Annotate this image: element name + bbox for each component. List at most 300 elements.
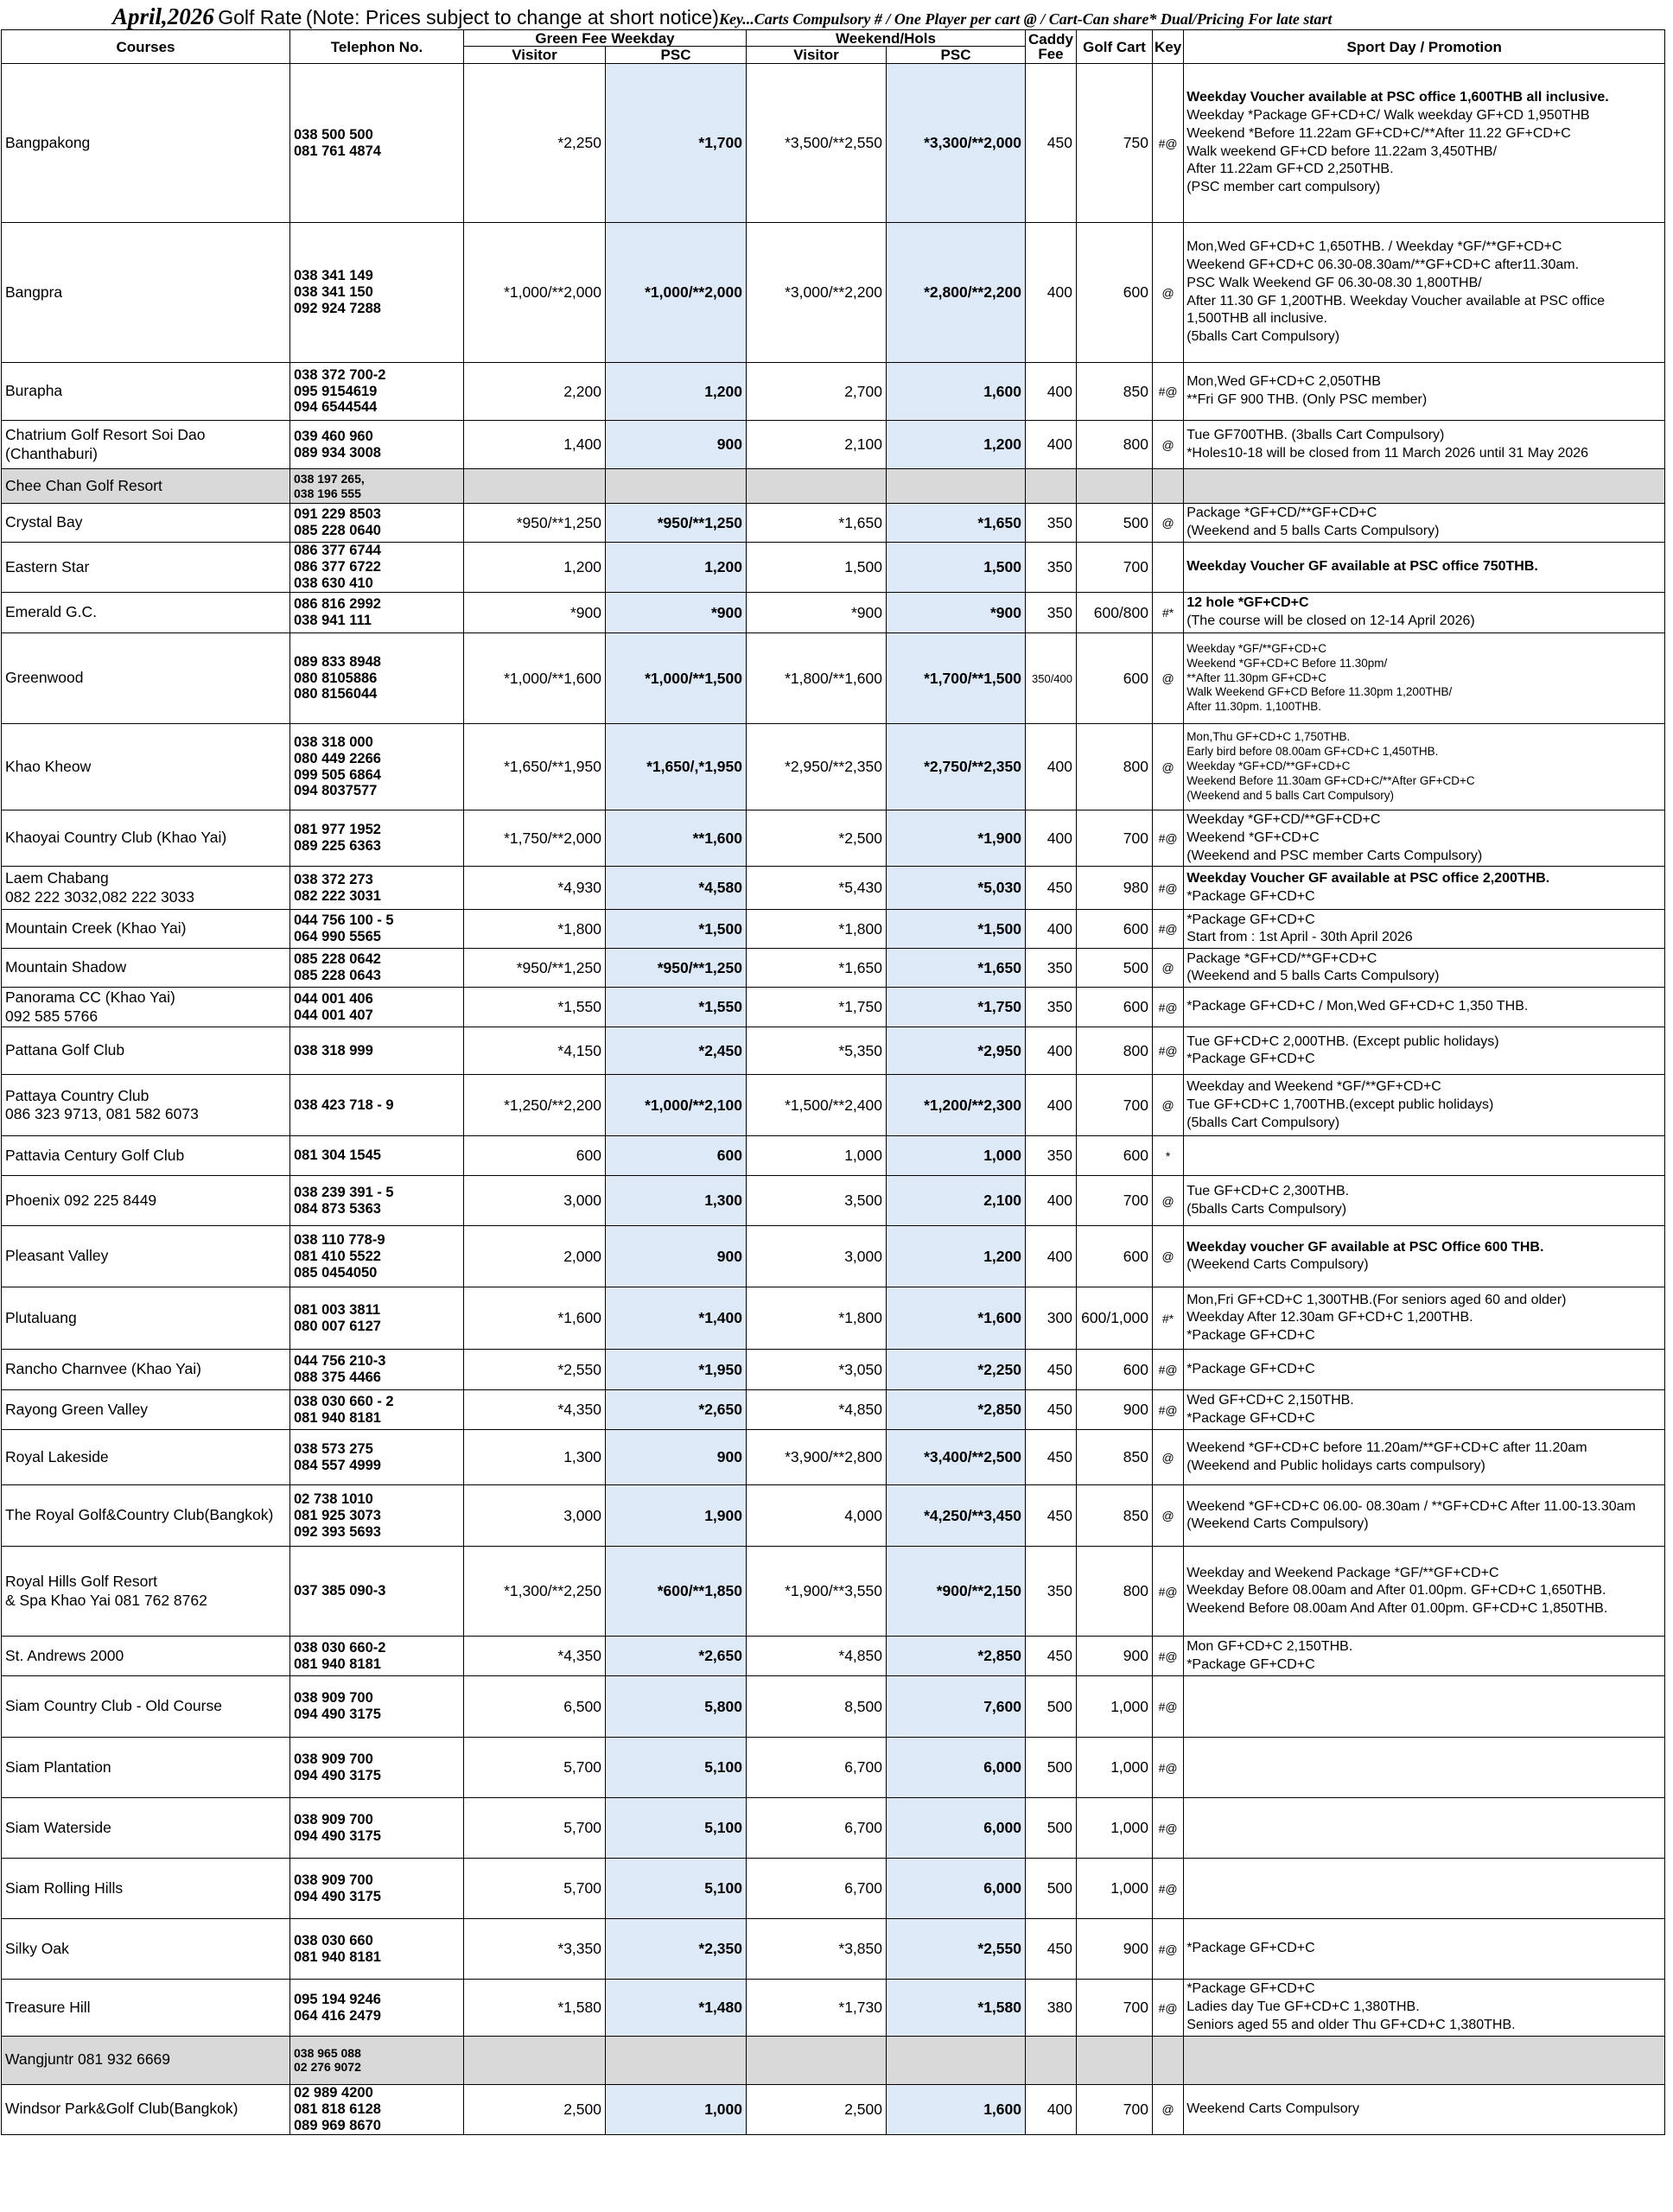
- course-name: Bangpakong: [2, 64, 290, 223]
- golf-cart-fee: 800: [1077, 1027, 1153, 1075]
- promotion-line: Tue GF700THB. (3balls Cart Compulsory): [1186, 427, 1445, 442]
- course-name: Khaoyai Country Club (Khao Yai): [2, 810, 290, 867]
- weekend-visitor-fee: 3,500: [747, 1176, 887, 1226]
- key-code: @: [1153, 1176, 1184, 1226]
- phone-numbers: 038 030 660-2 081 940 8181: [290, 1637, 464, 1676]
- table-row: [2, 421, 1665, 469]
- weekday-psc-fee: 5,100: [606, 1859, 747, 1919]
- promotion-line: Mon,Fri GF+CD+C 1,300THB.(For seniors aged 60 and older): [1186, 1292, 1567, 1307]
- promotion-line: Tue GF+CD+C 2,000THB. (Except public holidays): [1186, 1033, 1499, 1049]
- course-name: Pleasant Valley: [2, 1226, 290, 1287]
- caddy-fee: 400: [1026, 363, 1077, 421]
- promotion-line: (Weekend and 5 balls Carts Compulsory): [1186, 524, 1440, 538]
- promotion-cell: [1184, 223, 1665, 363]
- weekend-visitor-fee: *1,650: [747, 504, 887, 543]
- weekday-psc-fee: 600: [606, 1136, 747, 1176]
- golf-cart-fee: 600: [1077, 223, 1153, 363]
- weekday-psc-fee: *2,650: [606, 1637, 747, 1676]
- weekday-visitor-fee: 600: [464, 1136, 606, 1176]
- weekend-visitor-fee: *4,850: [747, 1637, 887, 1676]
- phone-numbers: 081 977 1952 089 225 6363: [290, 810, 464, 867]
- weekend-visitor-fee: *5,430: [747, 867, 887, 910]
- table-row: [2, 1176, 1665, 1226]
- key-code: #@: [1153, 1738, 1184, 1798]
- weekend-visitor-fee: *1,750: [747, 988, 887, 1027]
- weekday-psc-fee: 1,300: [606, 1176, 747, 1226]
- weekday-psc-fee: 5,100: [606, 1798, 747, 1859]
- golf-cart-fee: 700: [1077, 1176, 1153, 1226]
- weekend-visitor-fee: *3,850: [747, 1919, 887, 1980]
- caddy-fee: [1026, 2036, 1077, 2084]
- promotion-line: Weekend *GF+CD+C Before 11.30pm/: [1186, 656, 1388, 670]
- weekend-visitor-fee: 1,000: [747, 1136, 887, 1176]
- promotion-line: Seniors aged 55 and older Thu GF+CD+C 1,380THB.: [1186, 2017, 1516, 2032]
- golf-cart-fee: 600/800: [1077, 593, 1153, 633]
- promotion-line: Package *GF+CD/**GF+CD+C: [1186, 505, 1377, 521]
- table-row: [2, 504, 1665, 543]
- promotion-line: *Package GF+CD+C: [1186, 1361, 1315, 1376]
- promotion-cell: [1184, 810, 1665, 867]
- key-code: #@: [1153, 1859, 1184, 1919]
- promotion-line: (Weekend and PSC member Carts Compulsory): [1186, 848, 1483, 863]
- col-weekday-visitor: Visitor: [464, 47, 606, 64]
- phone-numbers: 038 500 500 081 761 4874: [290, 64, 464, 223]
- weekend-visitor-fee: *1,800: [747, 1287, 887, 1350]
- weekend-psc-fee: *1,750: [887, 988, 1026, 1027]
- course-name: Royal Hills Golf Resort & Spa Khao Yai 081 762 8762: [2, 1547, 290, 1637]
- course-name: Wangjuntr 081 932 6669: [2, 2036, 290, 2084]
- weekend-visitor-fee: 3,000: [747, 1226, 887, 1287]
- course-name: Laem Chabang 082 222 3032,082 222 3033: [2, 867, 290, 910]
- promotion-cell: [1184, 867, 1665, 910]
- weekday-visitor-fee: 1,200: [464, 543, 606, 593]
- table-row: [2, 1485, 1665, 1547]
- promotion-line: Weekend *Before 11.22am GF+CD+C/**After 11.22 GF+CD+C: [1186, 125, 1571, 141]
- golf-cart-fee: [1077, 2036, 1153, 2084]
- promotion-line: *Package GF+CD+C: [1186, 1052, 1315, 1067]
- promotion-line: Mon GF+CD+C 2,150THB.: [1186, 1639, 1353, 1655]
- caddy-fee: 400: [1026, 1176, 1077, 1226]
- table-row: [2, 1226, 1665, 1287]
- table-row: [2, 1859, 1665, 1919]
- promotion-cell: [1184, 1485, 1665, 1547]
- promotion-cell: [1184, 1798, 1665, 1859]
- key-code: @: [1153, 724, 1184, 810]
- course-name: Pattavia Century Golf Club: [2, 1136, 290, 1176]
- caddy-fee: 500: [1026, 1676, 1077, 1738]
- weekday-visitor-fee: *1,550: [464, 988, 606, 1027]
- weekday-visitor-fee: 2,500: [464, 2084, 606, 2134]
- key-code: #@: [1153, 1547, 1184, 1637]
- weekday-psc-fee: *600/**1,850: [606, 1547, 747, 1637]
- course-name: Bangpra: [2, 223, 290, 363]
- promotion-cell: [1184, 949, 1665, 988]
- key-code: [1153, 2036, 1184, 2084]
- table-row: [2, 1390, 1665, 1430]
- promotion-line: Walk weekend GF+CD before 11.22am 3,450THB/: [1186, 143, 1498, 159]
- phone-numbers: 02 738 1010 081 925 3073 092 393 5693: [290, 1485, 464, 1547]
- weekday-visitor-fee: [464, 469, 606, 504]
- course-name: Pattaya Country Club 086 323 9713, 081 582 6073: [2, 1075, 290, 1136]
- promotion-line: Weekday voucher GF available at PSC Office 600 THB.: [1186, 1239, 1544, 1255]
- course-name: Siam Waterside: [2, 1798, 290, 1859]
- promotion-cell: [1184, 724, 1665, 810]
- promotion-line: Weekday Voucher GF available at PSC office 750THB.: [1186, 559, 1538, 575]
- caddy-fee: 450: [1026, 64, 1077, 223]
- promotion-line: *Package GF+CD+C: [1186, 1981, 1315, 1997]
- course-name: St. Andrews 2000: [2, 1637, 290, 1676]
- course-name: Chatrium Golf Resort Soi Dao (Chanthaburi): [2, 421, 290, 469]
- caddy-fee: 400: [1026, 810, 1077, 867]
- course-name: Pattana Golf Club: [2, 1027, 290, 1075]
- caddy-fee: 400: [1026, 421, 1077, 469]
- promotion-cell: [1184, 988, 1665, 1027]
- phone-numbers: 038 573 275 084 557 4999: [290, 1430, 464, 1485]
- weekday-visitor-fee: 2,200: [464, 363, 606, 421]
- promotion-line: Package *GF+CD/**GF+CD+C: [1186, 950, 1377, 966]
- weekend-psc-fee: *1,650: [887, 949, 1026, 988]
- weekday-visitor-fee: *950/**1,250: [464, 504, 606, 543]
- weekday-psc-fee: 5,100: [606, 1738, 747, 1798]
- promotion-line: Weekday Before 08.00am and After 01.00pm. GF+CD+C 1,650THB.: [1186, 1583, 1606, 1599]
- golf-cart-fee: 1,000: [1077, 1798, 1153, 1859]
- weekend-psc-fee: *1,500: [887, 910, 1026, 949]
- phone-numbers: 044 001 406 044 001 407: [290, 988, 464, 1027]
- golf-cart-fee: 500: [1077, 949, 1153, 988]
- phone-numbers: 038 372 700-2 095 9154619 094 6544544: [290, 363, 464, 421]
- promotion-line: *Package GF+CD+C: [1186, 1656, 1315, 1672]
- weekend-psc-fee: 6,000: [887, 1738, 1026, 1798]
- table-row: [2, 1027, 1665, 1075]
- weekday-visitor-fee: *1,250/**2,200: [464, 1075, 606, 1136]
- weekend-psc-fee: *1,580: [887, 1980, 1026, 2036]
- key-code: @: [1153, 1075, 1184, 1136]
- phone-numbers: 02 989 4200 081 818 6128 089 969 8670: [290, 2084, 464, 2134]
- phone-numbers: 086 377 6744 086 377 6722 038 630 410: [290, 543, 464, 593]
- key-code: #@: [1153, 1350, 1184, 1390]
- promotion-line: Walk Weekend GF+CD Before 11.30pm 1,200THB/: [1186, 685, 1453, 699]
- weekend-visitor-fee: 6,700: [747, 1798, 887, 1859]
- table-row: [2, 724, 1665, 810]
- weekday-psc-fee: 5,800: [606, 1676, 747, 1738]
- promotion-line: Weekday and Weekend *GF/**GF+CD+C: [1186, 1079, 1441, 1095]
- phone-numbers: 038 030 660 081 940 8181: [290, 1919, 464, 1980]
- title-note: (Note: Prices subject to change at short notice): [305, 6, 719, 29]
- weekend-visitor-fee: *900: [747, 593, 887, 633]
- weekend-psc-fee: *3,400/**2,500: [887, 1430, 1026, 1485]
- table-row: [2, 223, 1665, 363]
- promotion-line: (Weekend and 5 balls Carts Compulsory): [1186, 969, 1440, 984]
- table-row: [2, 1919, 1665, 1980]
- promotion-cell: [1184, 1390, 1665, 1430]
- promotion-cell: [1184, 633, 1665, 724]
- table-row: [2, 949, 1665, 988]
- key-code: @: [1153, 421, 1184, 469]
- weekend-psc-fee: *3,300/**2,000: [887, 64, 1026, 223]
- table-row: [2, 64, 1665, 223]
- caddy-fee: 500: [1026, 1738, 1077, 1798]
- promotion-line: *Package GF+CD+C: [1186, 1328, 1315, 1344]
- weekday-visitor-fee: *900: [464, 593, 606, 633]
- promotion-line: *Package GF+CD+C / Mon,Wed GF+CD+C 1,350 THB.: [1186, 999, 1529, 1014]
- course-name: Chee Chan Golf Resort: [2, 469, 290, 504]
- weekend-psc-fee: 1,600: [887, 2084, 1026, 2134]
- key-code: #@: [1153, 1390, 1184, 1430]
- table-row: [2, 1637, 1665, 1676]
- weekday-psc-fee: *1,500: [606, 910, 747, 949]
- weekday-visitor-fee: *4,350: [464, 1637, 606, 1676]
- weekday-psc-fee: **1,600: [606, 810, 747, 867]
- caddy-fee: 450: [1026, 1637, 1077, 1676]
- weekday-psc-fee: *2,650: [606, 1390, 747, 1430]
- weekday-psc-fee: *1,950: [606, 1350, 747, 1390]
- promotion-cell: [1184, 469, 1665, 504]
- weekday-visitor-fee: *4,150: [464, 1027, 606, 1075]
- weekend-visitor-fee: 4,000: [747, 1485, 887, 1547]
- promotion-cell: [1184, 1136, 1665, 1176]
- weekend-psc-fee: *4,250/**3,450: [887, 1485, 1026, 1547]
- weekday-psc-fee: [606, 2036, 747, 2084]
- weekday-psc-fee: 1,200: [606, 363, 747, 421]
- weekend-psc-fee: *1,900: [887, 810, 1026, 867]
- golf-cart-fee: 700: [1077, 810, 1153, 867]
- key-code: #@: [1153, 1637, 1184, 1676]
- golf-cart-fee: 600: [1077, 1350, 1153, 1390]
- golf-cart-fee: 1,000: [1077, 1676, 1153, 1738]
- promotion-line: Tue GF+CD+C 2,300THB.: [1186, 1184, 1350, 1199]
- phone-numbers: 085 228 0642 085 228 0643: [290, 949, 464, 988]
- promotion-line: (Weekend Carts Compulsory): [1186, 1257, 1369, 1273]
- col-weekend-hols: Weekend/Hols: [747, 30, 1026, 47]
- weekend-psc-fee: *2,750/**2,350: [887, 724, 1026, 810]
- weekend-visitor-fee: *1,800: [747, 910, 887, 949]
- weekday-psc-fee: 1,900: [606, 1485, 747, 1547]
- weekday-psc-fee: *4,580: [606, 867, 747, 910]
- promotion-cell: [1184, 1637, 1665, 1676]
- title-text: Golf Rate: [218, 6, 302, 29]
- table-row: [2, 633, 1665, 724]
- weekday-visitor-fee: *2,550: [464, 1350, 606, 1390]
- title-date: April,2026: [112, 3, 214, 29]
- table-row: [2, 1136, 1665, 1176]
- weekend-psc-fee: *2,550: [887, 1919, 1026, 1980]
- course-name: Mountain Shadow: [2, 949, 290, 988]
- weekday-psc-fee: *900: [606, 593, 747, 633]
- promotion-cell: [1184, 543, 1665, 593]
- weekend-psc-fee: 7,600: [887, 1676, 1026, 1738]
- promotion-cell: [1184, 1287, 1665, 1350]
- key-code: #@: [1153, 910, 1184, 949]
- weekday-psc-fee: *1,550: [606, 988, 747, 1027]
- promotion-line: Ladies day Tue GF+CD+C 1,380THB.: [1186, 1999, 1420, 2015]
- golf-cart-fee: 1,000: [1077, 1859, 1153, 1919]
- weekday-psc-fee: *1,700: [606, 64, 747, 223]
- golf-cart-fee: [1077, 469, 1153, 504]
- key-code: @: [1153, 223, 1184, 363]
- weekday-visitor-fee: 5,700: [464, 1859, 606, 1919]
- golf-cart-fee: 700: [1077, 2084, 1153, 2134]
- weekend-visitor-fee: *4,850: [747, 1390, 887, 1430]
- weekday-visitor-fee: 3,000: [464, 1485, 606, 1547]
- promotion-cell: [1184, 1176, 1665, 1226]
- caddy-fee: 500: [1026, 1798, 1077, 1859]
- weekend-visitor-fee: 6,700: [747, 1738, 887, 1798]
- caddy-fee: 400: [1026, 724, 1077, 810]
- key-code: #@: [1153, 810, 1184, 867]
- weekend-visitor-fee: 1,500: [747, 543, 887, 593]
- weekday-visitor-fee: 3,000: [464, 1176, 606, 1226]
- key-code: @: [1153, 1226, 1184, 1287]
- phone-numbers: 081 003 3811 080 007 6127: [290, 1287, 464, 1350]
- caddy-fee: 400: [1026, 1027, 1077, 1075]
- promotion-line: Mon,Thu GF+CD+C 1,750THB.: [1186, 730, 1351, 744]
- key-code: @: [1153, 1430, 1184, 1485]
- weekend-psc-fee: *1,650: [887, 504, 1026, 543]
- phone-numbers: 081 304 1545: [290, 1136, 464, 1176]
- table-row: [2, 1075, 1665, 1136]
- golf-cart-fee: 800: [1077, 724, 1153, 810]
- weekend-psc-fee: 1,600: [887, 363, 1026, 421]
- course-name: Plutaluang: [2, 1287, 290, 1350]
- weekend-visitor-fee: *3,500/**2,550: [747, 64, 887, 223]
- promotion-cell: [1184, 363, 1665, 421]
- weekday-visitor-fee: 5,700: [464, 1738, 606, 1798]
- phone-numbers: 038 965 088 02 276 9072: [290, 2036, 464, 2084]
- weekend-psc-fee: 2,100: [887, 1176, 1026, 1226]
- weekend-psc-fee: *2,850: [887, 1637, 1026, 1676]
- col-weekday-psc: PSC: [606, 47, 747, 64]
- weekend-psc-fee: *1,600: [887, 1287, 1026, 1350]
- promotion-cell: [1184, 2084, 1665, 2134]
- table-row: [2, 2036, 1665, 2084]
- weekday-psc-fee: *2,350: [606, 1919, 747, 1980]
- table-row: [2, 867, 1665, 910]
- course-name: Rayong Green Valley: [2, 1390, 290, 1430]
- caddy-fee: 350: [1026, 543, 1077, 593]
- key-code: @: [1153, 2084, 1184, 2134]
- weekend-visitor-fee: [747, 469, 887, 504]
- weekend-visitor-fee: 2,500: [747, 2084, 887, 2134]
- promotion-line: (5balls Cart Compulsory): [1186, 329, 1340, 345]
- promotion-line: (PSC member cart compulsory): [1186, 180, 1381, 195]
- promotion-line: *Package GF+CD+C: [1186, 1941, 1315, 1956]
- weekday-visitor-fee: *1,600: [464, 1287, 606, 1350]
- weekend-psc-fee: [887, 469, 1026, 504]
- promotion-line: Weekend *GF+CD+C before 11.20am/**GF+CD+C after 11.20am: [1186, 1440, 1587, 1456]
- col-weekend-visitor: Visitor: [747, 47, 887, 64]
- key-code: #@: [1153, 1980, 1184, 2036]
- page-title: [0, 3, 1673, 29]
- promotion-line: Weekday *GF+CD/**GF+CD+C: [1186, 760, 1351, 773]
- course-name: Burapha: [2, 363, 290, 421]
- table-row: [2, 1980, 1665, 2036]
- col-golf-cart: Golf Cart: [1077, 30, 1153, 64]
- promotion-line: Weekend GF+CD+C 06.30-08.30am/**GF+CD+C after11.30am.: [1186, 257, 1580, 272]
- golf-rate-table: [1, 29, 1665, 2135]
- promotion-line: Weekday *GF/**GF+CD+C: [1186, 641, 1326, 655]
- phone-numbers: 038 909 700 094 490 3175: [290, 1798, 464, 1859]
- course-name: Windsor Park&Golf Club(Bangkok): [2, 2084, 290, 2134]
- weekend-psc-fee: *1,700/**1,500: [887, 633, 1026, 724]
- table-header: [2, 30, 1665, 64]
- weekday-visitor-fee: *1,650/**1,950: [464, 724, 606, 810]
- promotion-line: (5balls Carts Compulsory): [1186, 1201, 1347, 1217]
- promotion-line: After 11.30 GF 1,200THB. Weekday Voucher available at PSC office 1,500THB all inclusive.: [1186, 293, 1606, 327]
- caddy-fee: [1026, 469, 1077, 504]
- caddy-fee: 350: [1026, 1136, 1077, 1176]
- key-code: #*: [1153, 593, 1184, 633]
- weekday-visitor-fee: 6,500: [464, 1676, 606, 1738]
- weekday-psc-fee: 1,000: [606, 2084, 747, 2134]
- weekend-visitor-fee: *3,000/**2,200: [747, 223, 887, 363]
- promotion-line: **Fri GF 900 THB. (Only PSC member): [1186, 392, 1428, 407]
- caddy-fee: 450: [1026, 1485, 1077, 1547]
- golf-cart-fee: 900: [1077, 1637, 1153, 1676]
- weekend-visitor-fee: *1,500/**2,400: [747, 1075, 887, 1136]
- key-code: [1153, 469, 1184, 504]
- promotion-cell: [1184, 64, 1665, 223]
- golf-cart-fee: 900: [1077, 1919, 1153, 1980]
- col-caddy-fee: Caddy Fee: [1026, 30, 1077, 64]
- weekday-psc-fee: *1,000/**1,500: [606, 633, 747, 724]
- key-code: #@: [1153, 867, 1184, 910]
- weekday-psc-fee: 900: [606, 1226, 747, 1287]
- course-name: Royal Lakeside: [2, 1430, 290, 1485]
- weekend-visitor-fee: 2,700: [747, 363, 887, 421]
- promotion-line: Weekday *GF+CD/**GF+CD+C: [1186, 812, 1381, 827]
- weekend-psc-fee: 6,000: [887, 1798, 1026, 1859]
- weekday-visitor-fee: *1,750/**2,000: [464, 810, 606, 867]
- promotion-cell: [1184, 1859, 1665, 1919]
- phone-numbers: 038 110 778-9 081 410 5522 085 0454050: [290, 1226, 464, 1287]
- table-row: [2, 469, 1665, 504]
- promotion-line: Mon,Wed GF+CD+C 1,650THB. / Weekday *GF/**GF+CD+C: [1186, 239, 1562, 255]
- key-code: @: [1153, 1485, 1184, 1547]
- table-body: [2, 64, 1665, 2135]
- phone-numbers: 038 197 265, 038 196 555: [290, 469, 464, 504]
- course-name: Emerald G.C.: [2, 593, 290, 633]
- phone-numbers: 089 833 8948 080 8105886 080 8156044: [290, 633, 464, 724]
- weekend-psc-fee: *1,200/**2,300: [887, 1075, 1026, 1136]
- table-row: [2, 2084, 1665, 2134]
- promotion-line: (Weekend and 5 balls Cart Compulsory): [1186, 788, 1395, 802]
- weekday-psc-fee: *1,400: [606, 1287, 747, 1350]
- promotion-line: Tue GF+CD+C 1,700THB.(except public holidays): [1186, 1096, 1494, 1112]
- promotion-line: Weekday Voucher available at PSC office 1,600THB all inclusive.: [1186, 90, 1609, 105]
- course-name: The Royal Golf&Country Club(Bangkok): [2, 1485, 290, 1547]
- phone-numbers: 091 229 8503 085 228 0640: [290, 504, 464, 543]
- promotion-line: PSC Walk Weekend GF 06.30-08.30 1,800THB/: [1186, 275, 1482, 290]
- weekend-visitor-fee: 6,700: [747, 1859, 887, 1919]
- caddy-fee: 450: [1026, 1919, 1077, 1980]
- col-courses: Courses: [2, 30, 290, 64]
- promotion-cell: [1184, 1676, 1665, 1738]
- weekend-psc-fee: [887, 2036, 1026, 2084]
- caddy-fee: 400: [1026, 1075, 1077, 1136]
- promotion-cell: [1184, 1226, 1665, 1287]
- table-row: [2, 988, 1665, 1027]
- key-code: @: [1153, 504, 1184, 543]
- key-code: @: [1153, 949, 1184, 988]
- weekday-psc-fee: 900: [606, 1430, 747, 1485]
- weekend-visitor-fee: *3,900/**2,800: [747, 1430, 887, 1485]
- caddy-fee: 450: [1026, 867, 1077, 910]
- weekday-visitor-fee: *1,000/**1,600: [464, 633, 606, 724]
- weekday-psc-fee: *1,480: [606, 1980, 747, 2036]
- table-row: [2, 1676, 1665, 1738]
- promotion-line: After 11.22am GF+CD 2,250THB.: [1186, 162, 1394, 177]
- weekday-visitor-fee: *4,930: [464, 867, 606, 910]
